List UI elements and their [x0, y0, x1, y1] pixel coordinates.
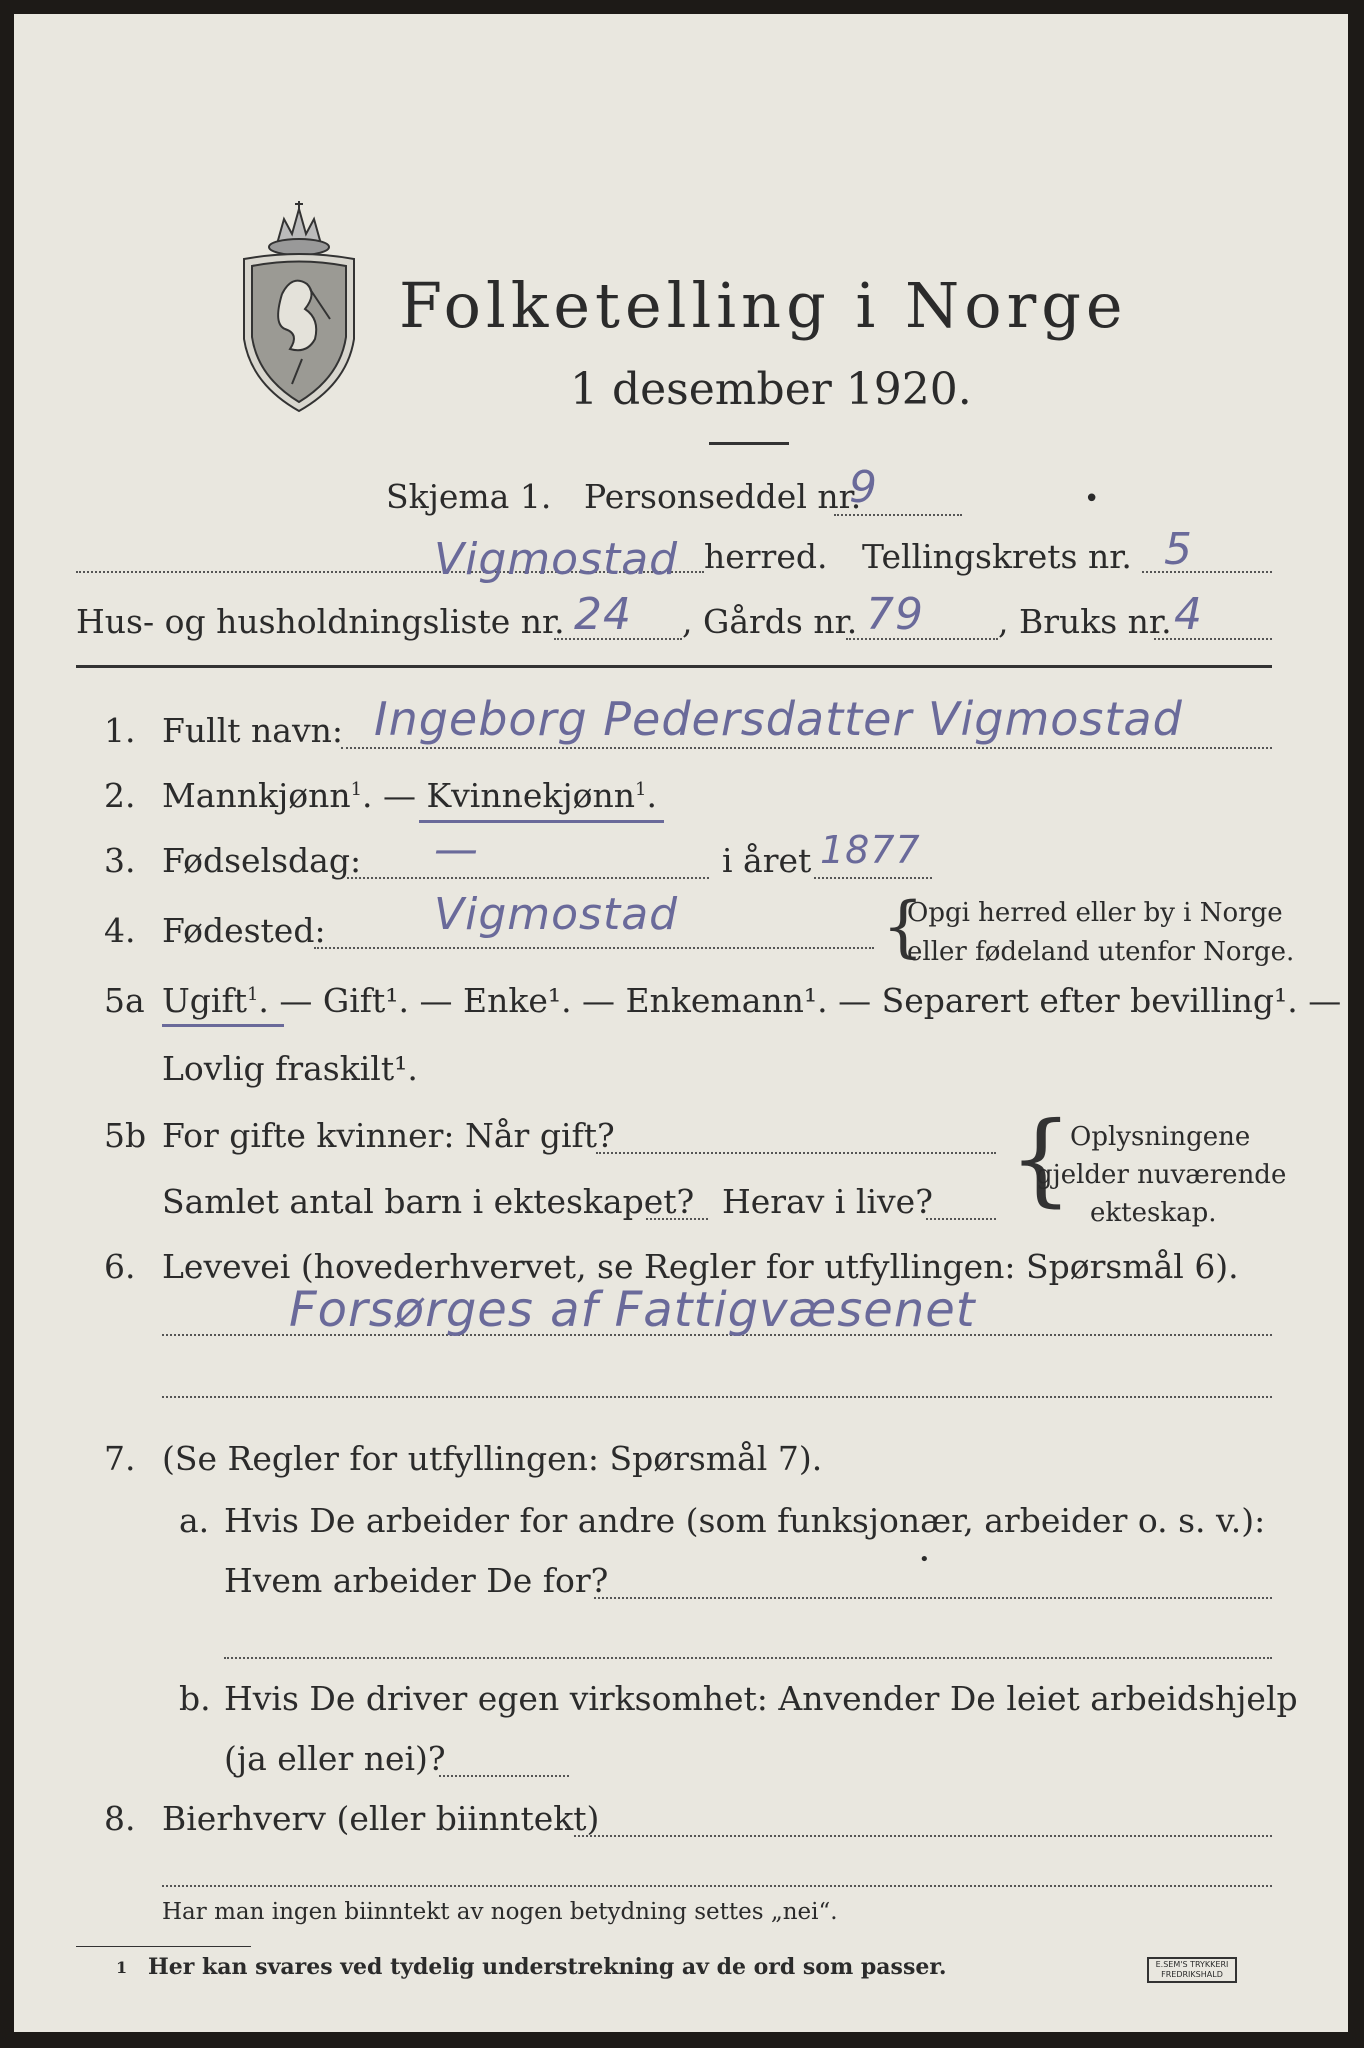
q5b-label-1: For gifte kvinner: Når gift? [162, 1116, 615, 1155]
q1-number: 1. [104, 711, 136, 750]
q3-label: Fødselsdag: [162, 841, 362, 880]
q5a-ugift-sup: 1 [246, 984, 259, 1005]
q7b-line [439, 1775, 569, 1777]
printer-stamp: E.SEM'S TRYKKERI FREDRIKSHALD [1147, 1957, 1237, 1983]
q5b-number: 5b [104, 1116, 147, 1155]
q8-label: Bierhverv (eller biinntekt) [162, 1799, 600, 1838]
q3-number: 3. [104, 841, 136, 880]
ink-mark: • [919, 1549, 930, 1570]
q7a-line-1 [594, 1597, 1272, 1599]
q5b-note-2: gjelder nuværende [1036, 1160, 1287, 1190]
q5b-line-3 [926, 1218, 996, 1220]
q1-value: Ingeborg Pedersdatter Vigmostad [374, 692, 1183, 746]
tellingskrets-line [1142, 571, 1272, 573]
ink-dot: • [1084, 484, 1100, 514]
personseddel-label: Personseddel nr. [584, 477, 862, 516]
q2-female-dot: . [646, 776, 657, 815]
q5b-line-2 [646, 1218, 708, 1220]
personseddel-line [834, 514, 962, 516]
q4-note-1: Opgi herred eller by i Norge [907, 898, 1283, 928]
census-form [14, 14, 1348, 2032]
q4-note-2: eller fødeland utenfor Norge. [907, 937, 1295, 967]
q6-value: Forsørges af Fattigvæsenet [289, 1282, 976, 1338]
q5b-line-1 [596, 1152, 996, 1154]
hus-label: Hus- og husholdningsliste nr. [76, 602, 565, 641]
q3-line [347, 877, 709, 879]
q5b-brace: { [1009, 1100, 1073, 1217]
q5a-ugift: Ugift [162, 981, 247, 1020]
q3-value: — [434, 824, 479, 875]
q5a-options [162, 981, 1341, 1020]
q5b-label-3: Herav i live? [722, 1182, 933, 1221]
q7b-text: Hvis De driver egen virksomhet: Anvender De leiet arbeidshjelp [224, 1679, 1298, 1718]
form-title: Folketelling i Norge [399, 269, 1128, 342]
q5a-ugift-underline [162, 1024, 284, 1027]
q8-line-2 [162, 1885, 1272, 1887]
header-rule [76, 665, 1272, 668]
footnote-text: Her kan svares ved tydelig understrekning av de ord som passer. [148, 1954, 947, 1980]
coat-of-arms-icon [232, 199, 366, 419]
gards-value: 79 [866, 589, 924, 640]
q7-number: 7. [104, 1439, 136, 1478]
q5b-note-3: ekteskap. [1090, 1198, 1217, 1228]
q7a-line-2 [224, 1657, 1272, 1659]
footnote-mark: 1 [116, 1958, 128, 1977]
hus-value: 24 [574, 589, 632, 640]
q1-line [341, 747, 1272, 749]
q3-year-value: 1877 [820, 828, 921, 872]
q2-female-sup: 1 [635, 779, 647, 800]
bruks-label: , Bruks nr. [998, 602, 1172, 641]
q7b-question: (ja eller nei)? [224, 1739, 446, 1778]
q7a-text: Hvis De arbeider for andre (som funksjonær, arbeider o. s. v.): [224, 1501, 1266, 1540]
q2-female-underline [419, 820, 664, 823]
q2-number: 2. [104, 776, 136, 815]
q4-brace: { [882, 888, 924, 965]
personseddel-value: 9 [849, 462, 878, 513]
q2-options [162, 776, 657, 815]
q5a-number: 5a [104, 981, 145, 1020]
q6-number: 6. [104, 1247, 136, 1286]
no-income-note: Har man ingen biinntekt av nogen betydning settes „nei“. [162, 1899, 838, 1925]
form-date: 1 desember 1920. [570, 364, 972, 415]
q7a-question: Hvem arbeider De for? [224, 1561, 609, 1600]
q4-label: Fødested: [162, 911, 326, 950]
gards-label: , Gårds nr. [682, 602, 858, 641]
q2-male: Mannkjønn [162, 776, 351, 815]
tellingskrets-label: Tellingskrets nr. [862, 537, 1132, 576]
q2-male-sup: 1 [350, 779, 363, 800]
q6-line-2 [162, 1396, 1272, 1398]
q4-line [314, 947, 874, 949]
q8-line-1 [574, 1835, 1272, 1837]
q5b-note-1: Oplysningene [1070, 1122, 1251, 1152]
q7-label: (Se Regler for utfyllingen: Spørsmål 7). [162, 1439, 823, 1478]
q2-female: Kvinnekjønn [426, 776, 636, 815]
q3-year-line [814, 877, 932, 879]
q7a-number: a. [179, 1501, 210, 1540]
q5a-line-2: Lovlig fraskilt¹. [162, 1049, 418, 1088]
q3-year-label: i året [722, 841, 812, 880]
herred-value: Vigmostad [434, 534, 679, 585]
q2-male-dot: . [362, 776, 373, 815]
bruks-value: 4 [1174, 589, 1203, 640]
q4-number: 4. [104, 911, 136, 950]
q4-value: Vigmostad [434, 889, 679, 940]
q6-label: Levevei (hovederhvervet, se Regler for utfyllingen: Spørsmål 6). [162, 1247, 1239, 1286]
q1-label: Fullt navn: [162, 711, 343, 750]
bruks-line [1154, 638, 1272, 640]
title-divider [709, 442, 789, 445]
q2-separator: — [372, 776, 427, 815]
herred-label: herred. [704, 537, 828, 576]
q8-number: 8. [104, 1799, 136, 1838]
q5a-rest: . — Gift¹. — Enke¹. — Enkemann¹. — Separert efter bevilling¹. — [258, 981, 1342, 1020]
tellingskrets-value: 5 [1164, 524, 1193, 575]
footnote-rule [76, 1946, 251, 1947]
q7b-number: b. [179, 1679, 211, 1718]
skjema-label: Skjema 1. [386, 477, 552, 516]
q5b-label-2: Samlet antal barn i ekteskapet? [162, 1182, 695, 1221]
